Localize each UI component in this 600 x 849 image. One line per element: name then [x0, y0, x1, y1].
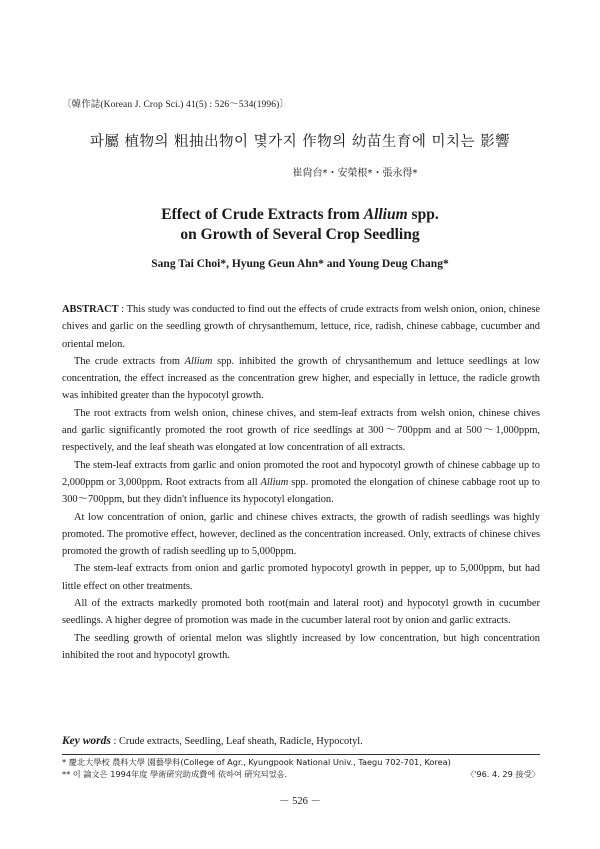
title-genus: Allium	[363, 206, 408, 223]
abstract-genus-2: Allium	[184, 355, 213, 367]
footnotes	[62, 754, 540, 780]
abstract-text-1: : This study was conducted to find out the effects of crude extracts from welsh onion, onion, chinese chives and garlic on the seedling growth of chrysanthemum, lettuce, rice, radish, chinese cabbage, cucumber and oriental melon.	[62, 304, 540, 350]
keywords	[62, 735, 540, 747]
footnote-affiliation: * 慶北大學校 農科大學 園藝學科(College of Agr., Kyungpook National Univ., Taegu 702-701, Korea)	[62, 757, 451, 767]
abstract-text-4a: The stem-leaf extracts from garlic and onion promoted the root and hypocotyl growth of chinese cabbage up to 2,000ppm or 3,000ppm. Root extracts from all	[62, 459, 540, 488]
footnote-funding-row	[62, 769, 540, 781]
keywords-text: : Crude extracts, Seedling, Leaf sheath, Radicle, Hypocotyl.	[110, 736, 363, 747]
abstract-paragraph-1	[62, 301, 540, 353]
korean-title: 파屬 植物의 粗抽出物이 몇가지 作物의 幼苗生育에 미치는 影響	[89, 134, 511, 150]
footnote-funding: ** 이 論文은 1994年度 學術硏究助成費에 依하여 硏究되었음.	[62, 768, 288, 779]
title-suffix: spp.	[407, 206, 439, 223]
english-title-line2: on Growth of Several Crop Seedling	[180, 226, 420, 243]
received-date: 〈'96. 4. 29 接受〉	[465, 768, 540, 779]
page-number: － 526 －	[279, 796, 321, 807]
keywords-label: Key words	[62, 735, 111, 747]
abstract-paragraph-8: The seedling growth of oriental melon was slightly increased by low concentration, but high concentration inhibited the root and hypocotyl growth.	[62, 632, 540, 661]
journal-citation: 〔韓作誌(Korean J. Crop Sci.) 41(5) : 526～534(1996)〕	[62, 100, 289, 110]
korean-authors: 崔尙台*・安榮根*・張永得*	[292, 168, 418, 179]
abstract-paragraph-5: At low concentration of onion, garlic and chinese chives extracts, the growth of radish seedlings was highly promoted. The promotive effect, however, declined as the concentration increased. Only, extracts of chinese chives promoted the growth of radish seedling up to 5,000ppm.	[62, 511, 540, 558]
abstract-genus-4: Allium	[260, 476, 289, 488]
abstract-paragraph-6: The stem-leaf extracts from onion and garlic promoted hypocotyl growth in pepper, up to 5,000ppm, but had little effect on other treatments.	[62, 563, 540, 592]
english-authors: Sang Tai Choi*, Hyung Geun Ahn* and Young Deug Chang*	[151, 258, 449, 270]
abstract-paragraph-3: The root extracts from welsh onion, chinese chives, and stem-leaf extracts from welsh onion, chinese chives and garlic significantly promoted the root growth of rice seedlings at 300～700ppm and at 500～1,000ppm, respectively, and the leaf sheath was elongated at low concentration of all extracts.	[62, 407, 540, 454]
abstract-text-2a: The crude extracts from	[74, 355, 185, 367]
english-title	[0, 205, 600, 245]
abstract-paragraph-4	[62, 457, 540, 509]
abstract-label: ABSTRACT	[62, 304, 119, 315]
abstract-paragraph-2	[62, 353, 540, 405]
english-title-line1	[0, 205, 600, 225]
abstract	[62, 301, 540, 664]
title-prefix: Effect of Crude Extracts from	[161, 206, 364, 223]
abstract-text-4b: spp. promoted the elongation of chinese cabbage root up to 300～700ppm, but they didn't influence its hypocotyl elongation.	[62, 476, 540, 506]
abstract-text-2b: spp. inhibited the growth of chrysanthemum and lettuce seedlings at low concentration, the effect increased as the concentration grew higher, and especially in lettuce, the radicle growth was inhibited greater than the hypocotyl growth.	[62, 355, 540, 402]
abstract-paragraph-7: All of the extracts markedly promoted both root(main and lateral root) and hypocotyl growth in cucumber seedlings. A higher degree of promotion was made in the cucumber lateral root by onion and garlic extracts.	[62, 598, 540, 627]
